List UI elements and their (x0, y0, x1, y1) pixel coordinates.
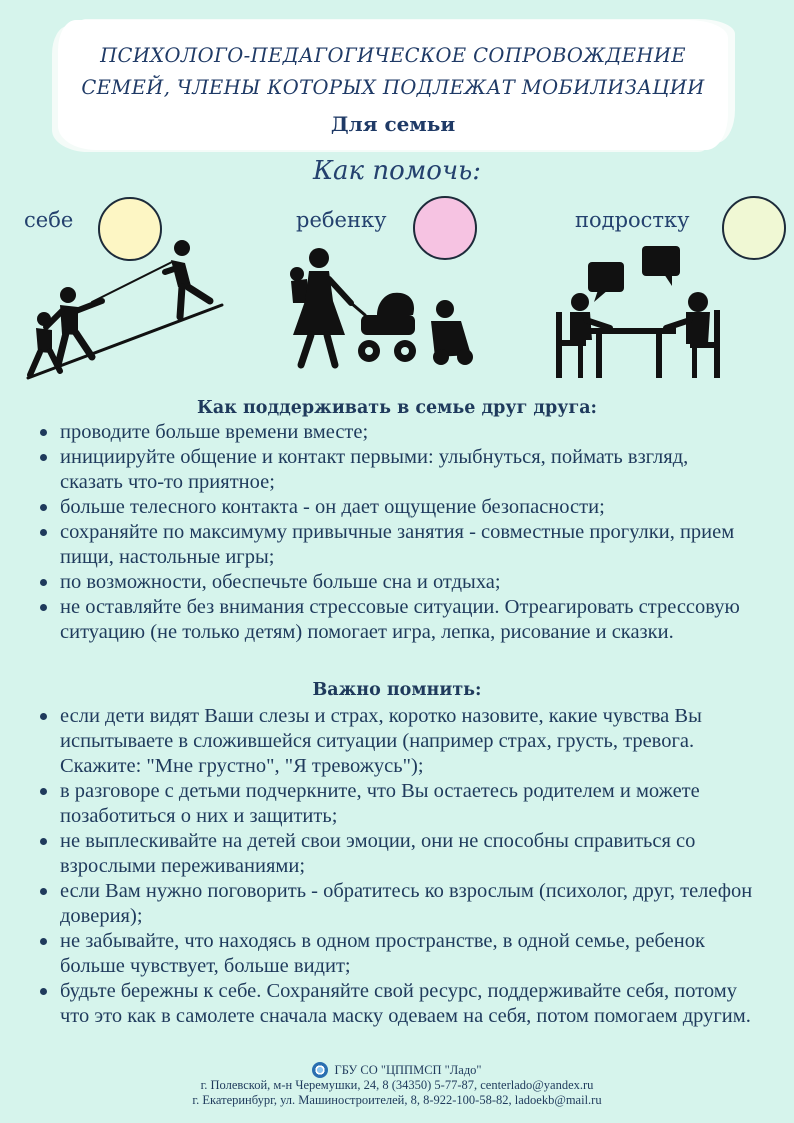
footer-org-name: ГБУ СО "ЦППМСП "Ладо" (334, 1063, 482, 1077)
label-self: себе (24, 208, 74, 232)
bullet-icon (40, 429, 47, 436)
page-title (58, 40, 728, 104)
lado-logo-icon (312, 1062, 328, 1078)
climbing-people-icon (20, 235, 225, 385)
label-child: ребенку (296, 208, 387, 232)
bullet-icon (40, 504, 47, 511)
bullet-icon (40, 713, 47, 720)
footer (0, 1062, 794, 1108)
footer-org (0, 1062, 794, 1078)
bullet-icon (40, 604, 47, 611)
bullet-icon (40, 529, 47, 536)
list-item: будьте бережны к себе. Сохраняйте свой ресурс, поддерживайте себя, потому что это как в самолете сначала маску одеваем на себя, потом помогаем другим. (36, 979, 756, 1029)
list-item: если дети видят Ваши слезы и страх, коротко назовите, какие чувства Вы испытываете в сложившейся ситуации (например страх, грусть, тревога. Скажите: "Мне грустно", "Я тревожусь"); (36, 704, 756, 779)
title-line-2: СЕМЕЙ, ЧЛЕНЫ КОТОРЫХ ПОДЛЕЖАТ МОБИЛИЗАЦИИ (81, 76, 705, 99)
page-subtitle: Для семьи (330, 112, 456, 136)
list-item: не оставляйте без внимания стрессовые ситуации. Отреагировать стрессовую ситуацию (не только детям) помогает игра, лепка, рисование и сказки. (36, 595, 756, 645)
bullet-icon (40, 988, 47, 995)
list-item: в разговоре с детьми подчеркните, что Вы остаетесь родителем и можете позаботиться о них и защитить; (36, 779, 756, 829)
list-item: больше телесного контакта - он дает ощущение безопасности; (36, 495, 756, 520)
list-item: если Вам нужно поговорить - обратитесь ко взрослым (психолог, друг, телефон доверия); (36, 879, 756, 929)
mother-stroller-icon (285, 245, 480, 370)
bullet-icon (40, 938, 47, 945)
footer-address-2: г. Екатеринбург, ул. Машиностроителей, 8, 8-922-100-58-82, ladoekb@mail.ru (192, 1093, 602, 1107)
label-teen: подростку (575, 208, 690, 232)
list-item: по возможности, обеспечьте больше сна и отдыха; (36, 570, 756, 595)
bullet-icon (40, 579, 47, 586)
list-item: сохраняйте по максимуму привычные занятия - совместные прогулки, прием пищи, настольные игры; (36, 520, 756, 570)
support-list (36, 420, 756, 645)
how-to-help-heading: Как помочь: (312, 156, 482, 186)
title-line-1: ПСИХОЛОГО-ПЕДАГОГИЧЕСКОЕ СОПРОВОЖДЕНИЕ (100, 44, 686, 67)
conversation-table-icon (552, 240, 724, 380)
bullet-icon (40, 838, 47, 845)
footer-address-1: г. Полевской, м-н Черемушки, 24, 8 (34350) 5-77-87, centerlado@yandex.ru (200, 1078, 594, 1092)
bullet-icon (40, 888, 47, 895)
list-item: не выплескивайте на детей свои эмоции, они не способны справиться со взрослыми переживаниями; (36, 829, 756, 879)
list-item: проводите больше времени вместе; (36, 420, 756, 445)
circle-teen (722, 196, 786, 260)
support-heading: Как поддерживать в семье друг друга: (196, 398, 598, 418)
list-item: не забывайте, что находясь в одном пространстве, в одной семье, ребенок больше чувствует, больше видит; (36, 929, 756, 979)
bullet-icon (40, 454, 47, 461)
remember-heading: Важно помнить: (312, 680, 482, 700)
list-item: инициируйте общение и контакт первыми: улыбнуться, поймать взгляд, сказать что-то приятное; (36, 445, 756, 495)
bullet-icon (40, 788, 47, 795)
remember-list (36, 704, 756, 1029)
